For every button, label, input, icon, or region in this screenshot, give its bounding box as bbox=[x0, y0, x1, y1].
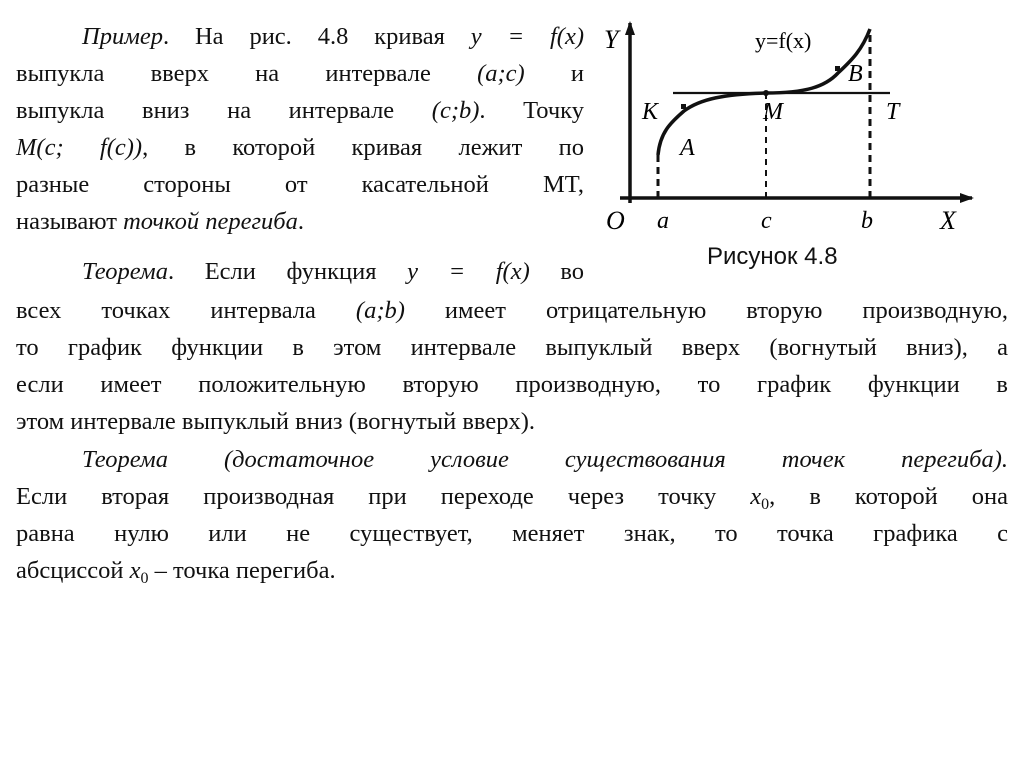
inflection-term: точкой перегиба bbox=[123, 208, 298, 235]
point-a-marker bbox=[681, 104, 686, 109]
theorem2-line-2: Если вторая производная при переходе через точку $x_0$, в которой она bbox=[16, 483, 1009, 513]
theorem2-line-4: абсциссой $x_0$ – точка перегиба. bbox=[16, 557, 336, 587]
label-point-a: A bbox=[680, 135, 695, 161]
point-b-marker bbox=[835, 66, 840, 71]
paragraph-theorem-1 bbox=[16, 253, 584, 290]
label-k: K bbox=[642, 99, 659, 125]
example-line-4: M(c; f(c)), в которой кривая лежит по bbox=[16, 134, 584, 161]
theorem1-line-4: если имеет положительную вторую производную, то график функции в bbox=[16, 371, 1008, 398]
label-b: b bbox=[861, 208, 873, 234]
point-m-marker bbox=[763, 90, 769, 96]
label-y-axis: Y bbox=[604, 25, 619, 54]
figure-4-8 bbox=[600, 15, 980, 265]
label-c: c bbox=[761, 208, 772, 234]
formula-y-fx: y = f(x) bbox=[470, 23, 585, 50]
paragraph-theorem-1-cont bbox=[16, 292, 1008, 440]
example-line-3: выпукла вниз на интервале (c;b). Точку bbox=[16, 97, 584, 124]
paragraph-example bbox=[16, 18, 584, 240]
figure-caption: Рисунок 4.8 bbox=[707, 243, 838, 270]
point-m: M(c; f(c)) bbox=[16, 134, 143, 161]
theorem1-line-1: Теорема. Если функция y = f(x) во bbox=[82, 258, 584, 285]
example-label: Пример bbox=[82, 23, 163, 50]
label-curve: y=f(x) bbox=[755, 28, 812, 53]
example-line-6: называют точкой перегиба. bbox=[16, 208, 304, 235]
theorem1-line-5: этом интервале выпуклый вниз (вогнутый вверх). bbox=[16, 408, 536, 435]
label-origin: O bbox=[606, 206, 625, 235]
label-a: a bbox=[657, 208, 669, 234]
example-line-2: выпукла вверх на интервале (a;c) и bbox=[16, 60, 584, 87]
formula-y-fx-2: y = f(x) bbox=[407, 258, 530, 285]
interval-c-b: (c;b) bbox=[431, 97, 480, 124]
label-t: T bbox=[886, 99, 900, 125]
theorem2-line-3: равна нулю или не существует, меняет знак, то точка графика с bbox=[16, 520, 1008, 547]
label-m: M bbox=[763, 99, 783, 125]
theorem1-line-2: всех точках интервала (a;b) имеет отрицательную вторую производную, bbox=[16, 297, 1008, 324]
interval-a-c: (a;c) bbox=[477, 60, 525, 87]
theorem1-label: Теорема bbox=[82, 258, 168, 285]
theorem1-line-3: то график функции в этом интервале выпуклый вверх (вогнутый вниз), а bbox=[16, 334, 1008, 361]
paragraph-theorem-2 bbox=[16, 441, 1008, 589]
example-line-1: Пример. На рис. 4.8 кривая y = f(x) bbox=[82, 23, 585, 50]
theorem2-line-1: Теорема (достаточное условие существования точек перегиба). bbox=[82, 446, 1008, 473]
label-point-b: B bbox=[848, 61, 863, 87]
example-line-5: разные стороны от касательной MT, bbox=[16, 171, 584, 198]
label-x-axis: X bbox=[940, 206, 956, 235]
interval-a-b: (a;b) bbox=[355, 297, 405, 324]
